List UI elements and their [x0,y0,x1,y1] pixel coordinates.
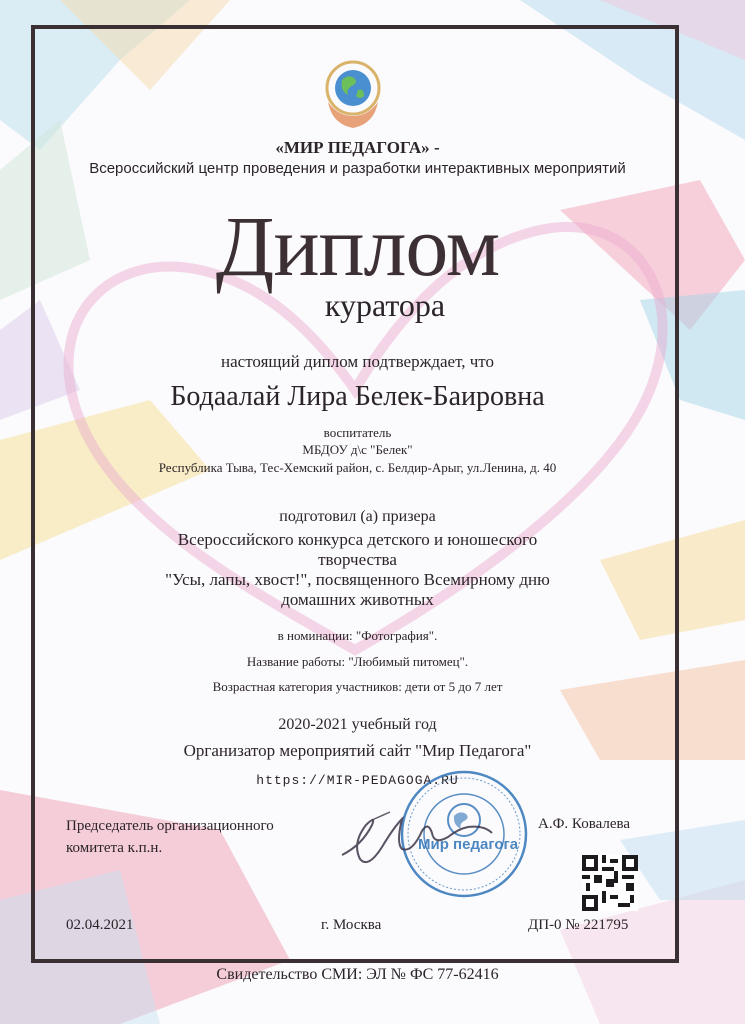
issue-city: г. Москва [321,917,382,933]
person-address: Республика Тыва, Тес-Хемский район, с. Белдир-Арыг, ул.Ленина, д. 40 [158,460,557,475]
issue-date: 02.04.2021 [66,917,134,933]
work-title: Название работы: "Любимый питомец". [246,654,469,669]
diploma-title: Диплом [215,198,500,294]
media-certificate: Свидетельство СМИ: ЭЛ № ФС 77-62416 [216,966,499,983]
chair-line: Председатель организационного [66,818,274,834]
org-subtitle: Всероссийский центр проведения и разработки интерактивных мероприятий [89,160,626,177]
nomination: в номинации: "Фотография". [277,628,438,643]
age-category: Возрастная категория участников: дети от 5 до 7 лет [212,679,503,694]
contest-line: "Усы, лапы, хвост!", посвященного Всемирному дню [165,570,550,589]
org-name-suffix: - [433,138,440,157]
person-name: Бодаалай Лира Белек-Баировна [170,381,545,412]
seal-label: Мир педагога [418,836,519,853]
school-year: 2020-2021 учебный год [278,716,437,733]
signer-name: А.Ф. Ковалева [538,816,631,832]
contest-line: Всероссийского конкурса детского и юношеского [177,530,538,549]
signature [332,800,502,880]
qr-code-icon[interactable] [582,855,638,911]
organizer: Организатор мероприятий сайт "Мир Педагога" [183,741,532,760]
globe-in-hands-icon [320,58,386,134]
person-organization: МБДОУ д\с "Белек" [302,442,413,457]
prepared-text: подготовил (а) призера [279,508,436,525]
org-name [40,138,675,158]
contest-line: домашних животных [281,590,434,609]
chair-line: комитета к.п.н. [66,840,163,856]
confirm-text: настоящий диплом подтверждает, что [221,352,494,371]
diploma-subtitle: куратора [324,287,446,323]
person-position: воспитатель [323,425,392,440]
chair-title [66,815,316,859]
contest-title [150,530,565,610]
org-name-text: «МИР ПЕДАГОГА» [275,138,430,157]
site-link[interactable]: https://MIR-PEDAGOGA.RU [256,773,459,788]
contest-line: творчества [318,550,397,569]
diploma-number: ДП-0 № 221795 [528,917,629,933]
